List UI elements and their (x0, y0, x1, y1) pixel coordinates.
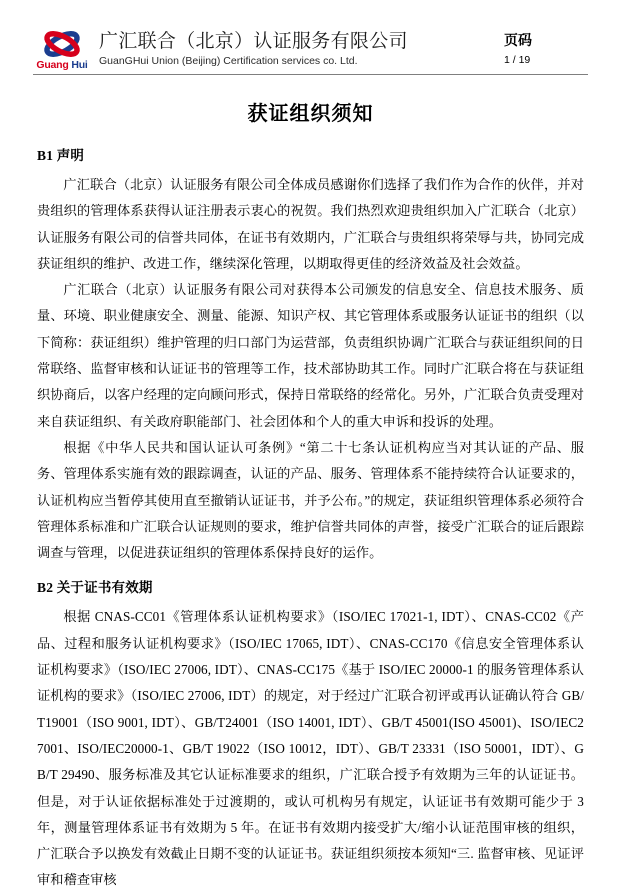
page-title: 获证组织须知 (247, 103, 374, 125)
company-name-english: GuanGHui Union (Beijing) Certification services co. Ltd. (99, 55, 358, 67)
logo-wordmark (36, 60, 87, 71)
page-number-value: 1 / 19 (504, 54, 531, 66)
company-name-block (99, 28, 408, 69)
company-logo (33, 29, 91, 71)
header-company-block (33, 28, 408, 71)
guanghui-loops-icon (36, 29, 88, 59)
section-b1-paragraph-2: 广汇联合（北京）认证服务有限公司对获得本公司颁发的信息安全、信息技术服务、质量、环境、职业健康安全、测量、能源、知识产权、其它管理体系或服务认证证书的组织（以下简称：获证组织）维护管理的归口部门为运营部，负责组织协调广汇联合与获证组织间的日常联络、监督审核和认证证书的管理等工作，技术部协助其工作。同时广汇联合将在与获证组织协商后，以客户经理的定向顾问形式，保持日常联络的经常化。另外，广汇联合负责受理对来自获证组织、有关政府职能部门、社会团体和个人的重大申诉和投诉的处理。 (37, 282, 584, 429)
logo-wordmark-hui: Hui (68, 59, 88, 71)
section-heading-b2: B2 关于证书有效期 (37, 580, 153, 596)
section-heading-b1: B1 声明 (37, 148, 85, 163)
section-b1-paragraph-1: 广汇联合（北京）认证服务有限公司全体成员感谢你们选择了我们作为合作的伙伴，并对贵组织的管理体系获得认证注册表示衷心的祝贺。我们热烈欢迎贵组织加入广汇联合（北京）认证服务有限公司的信誉共同体，在证书有效期内，广汇联合与贵组织将荣辱与共，协同完成获证组织的维护、改进工作，继续深化管理，以期取得更佳的经济效益及社会效益。 (37, 177, 584, 271)
page-number-block (504, 28, 588, 68)
company-name-chinese: 广汇联合（北京）认证服务有限公司 (99, 31, 408, 52)
logo-wordmark-guang: Guang (36, 59, 69, 71)
page-header (33, 28, 588, 75)
section-b2-paragraph-1: 根据 CNAS-CC01《管理体系认证机构要求》（ISO/IEC 17021-1, IDT）、CNAS-CC02《产品、过程和服务认证机构要求》（ISO/IEC 17065, IDT）、CNAS-CC170《信息安全管理体系认证机构要求》（ISO/IEC 27006, IDT）、CNAS-CC175《基于 ISO/IEC 20000-1 的服务管理体系认证机构的要求》（ISO/IEC 27006, IDT）的规定，对于经过广汇联合初评或再认证确认符合 GB/T19001（ISO 9001, IDT）、GB/T24001（ISO 14001, IDT）、GB/T 45001(ISO 45001)、ISO/IEC27001、ISO/IEC20000-1、GB/T 19022（ISO 10012，IDT）、GB/T 23331（ISO 50001，IDT）、GB/T 29490、服务标准及其它认证标准要求的组织，广汇联合授予有效期为三年的认证证书。但是，对于认证依据标准处于过渡期的，或认可机构另有规定，认证证书有效期可能少于 3 年，测量管理体系证书有效期为 5 年。在证书有效期内接受扩大/缩小认证范围审核的组织，广汇联合予以换发有效截止日期不变的认证证书。获证组织须按本须知“三. 监督审核、见证评审和稽查审核 (37, 609, 584, 888)
document-body (33, 143, 588, 894)
section-b1-paragraph-3: 根据《中华人民共和国认证认可条例》“第二十七条认证机构应当对其认证的产品、服务、管理体系实施有效的跟踪调查，认证的产品、服务、管理体系不能持续符合认证要求的，认证机构应当暂停其使用直至撤销认证证书，并予公布。”的规定，获证组织管理体系必须符合管理体系标准和广汇联合认证规则的要求，维护信誉共同体的声誉，接受广汇联合的证后跟踪调查与管理，以促进获证组织的管理体系保持良好的运作。 (37, 439, 584, 561)
page-number-label: 页码 (504, 34, 532, 49)
